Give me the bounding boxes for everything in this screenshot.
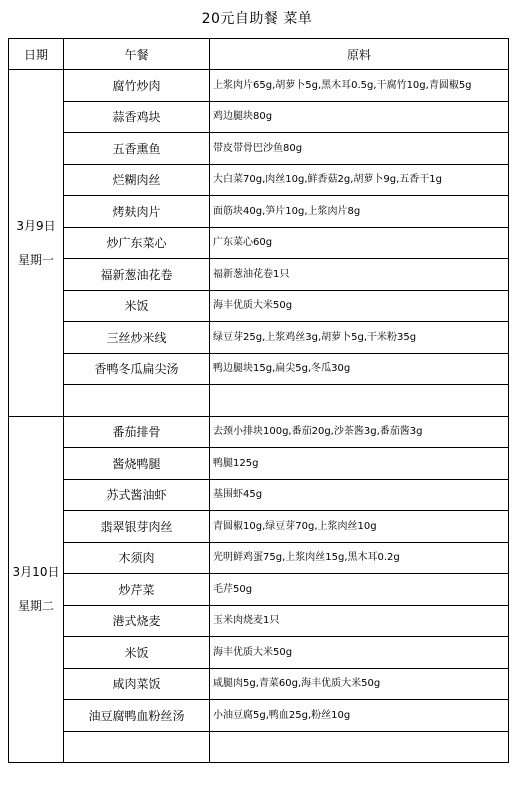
dish-ingredients: [210, 731, 509, 763]
table-row: [9, 416, 509, 448]
dish-name: 福新葱油花卷: [64, 259, 210, 291]
table-row: [9, 574, 509, 606]
dish-name: 米饭: [64, 290, 210, 322]
table-row: [9, 322, 509, 354]
dish-name: 港式烧麦: [64, 605, 210, 637]
dish-ingredients: 上浆肉片65g,胡萝卜5g,黑木耳0.5g,干腐竹10g,青圆椒5g: [210, 70, 509, 102]
dish-name: 蒜香鸡块: [64, 101, 210, 133]
dish-name: 腐竹炒肉: [64, 70, 210, 102]
dish-ingredients: 鸭腿125g: [210, 448, 509, 480]
table-row: [9, 731, 509, 763]
dish-ingredients: 广东菜心60g: [210, 227, 509, 259]
dish-ingredients: 带皮带骨巴沙鱼80g: [210, 133, 509, 165]
dish-ingredients: 海丰优质大米50g: [210, 290, 509, 322]
table-row: [9, 164, 509, 196]
date-label: 3月9日: [16, 218, 56, 233]
dish-ingredients: 大白菜70g,肉丝10g,鲜香菇2g,胡萝卜9g,五香干1g: [210, 164, 509, 196]
dish-name: 翡翠银芽肉丝: [64, 511, 210, 543]
dish-name: 烂糊肉丝: [64, 164, 210, 196]
dish-ingredients: 玉米肉烧麦1只: [210, 605, 509, 637]
dish-ingredients: 去颈小排块100g,番茄20g,沙茶酱3g,番茄酱3g: [210, 416, 509, 448]
table-row: [9, 668, 509, 700]
dish-ingredients: 基围虾45g: [210, 479, 509, 511]
dish-ingredients: 面筋块40g,笋片10g,上浆肉片8g: [210, 196, 509, 228]
menu-table: [8, 38, 509, 763]
table-row: [9, 196, 509, 228]
table-row: [9, 259, 509, 291]
table-row: [9, 511, 509, 543]
dish-ingredients: 绿豆芽25g,上浆鸡丝3g,胡萝卜5g,干米粉35g: [210, 322, 509, 354]
dish-ingredients: 鸭边腿块15g,扁尖5g,冬瓜30g: [210, 353, 509, 385]
dish-name: [64, 385, 210, 417]
dish-name: 烤麸肉片: [64, 196, 210, 228]
dish-name: 三丝炒米线: [64, 322, 210, 354]
menu-title: 20元自助餐 菜单: [201, 11, 313, 27]
dish-name: 炒广东菜心: [64, 227, 210, 259]
table-row: [9, 700, 509, 732]
table-row: [9, 542, 509, 574]
dish-ingredients: 咸腿肉5g,青菜60g,海丰优质大米50g: [210, 668, 509, 700]
date-label: 3月10日: [12, 565, 60, 580]
dish-ingredients: 毛芹50g: [210, 574, 509, 606]
dish-ingredients: 光明鲜鸡蛋75g,上浆肉丝15g,黑木耳0.2g: [210, 542, 509, 574]
header-ingredients: 原料: [210, 39, 509, 70]
table-row: [9, 385, 509, 417]
dish-ingredients: 小油豆腐5g,鸭血25g,粉丝10g: [210, 700, 509, 732]
dish-name: 炒芹菜: [64, 574, 210, 606]
table-row: [9, 227, 509, 259]
weekday-label: 星期一: [17, 252, 54, 267]
header-row: [9, 39, 509, 70]
dish-name: 米饭: [64, 637, 210, 669]
dish-ingredients: 鸡边腿块80g: [210, 101, 509, 133]
table-row: [9, 101, 509, 133]
dish-ingredients: 福新葱油花卷1只: [210, 259, 509, 291]
date-cell: [9, 70, 64, 417]
dish-name: 油豆腐鸭血粉丝汤: [64, 700, 210, 732]
table-row: [9, 133, 509, 165]
table-row: [9, 605, 509, 637]
dish-ingredients: [210, 385, 509, 417]
table-row: [9, 70, 509, 102]
table-row: [9, 637, 509, 669]
dish-name: 木须肉: [64, 542, 210, 574]
dish-name: 香鸭冬瓜扁尖汤: [64, 353, 210, 385]
header-date: 日期: [9, 39, 64, 70]
date-cell: [9, 416, 64, 763]
table-row: [9, 290, 509, 322]
dish-name: 咸肉菜饭: [64, 668, 210, 700]
table-row: [9, 448, 509, 480]
dish-name: [64, 731, 210, 763]
weekday-label: 星期二: [17, 599, 54, 614]
table-row: [9, 479, 509, 511]
dish-ingredients: 青圆椒10g,绿豆芽70g,上浆肉丝10g: [210, 511, 509, 543]
dish-name: 番茄排骨: [64, 416, 210, 448]
dish-ingredients: 海丰优质大米50g: [210, 637, 509, 669]
menu-body: [9, 70, 509, 763]
header-lunch: 午餐: [64, 39, 210, 70]
dish-name: 酱烧鸭腿: [64, 448, 210, 480]
dish-name: 苏式酱油虾: [64, 479, 210, 511]
table-row: [9, 353, 509, 385]
dish-name: 五香熏鱼: [64, 133, 210, 165]
